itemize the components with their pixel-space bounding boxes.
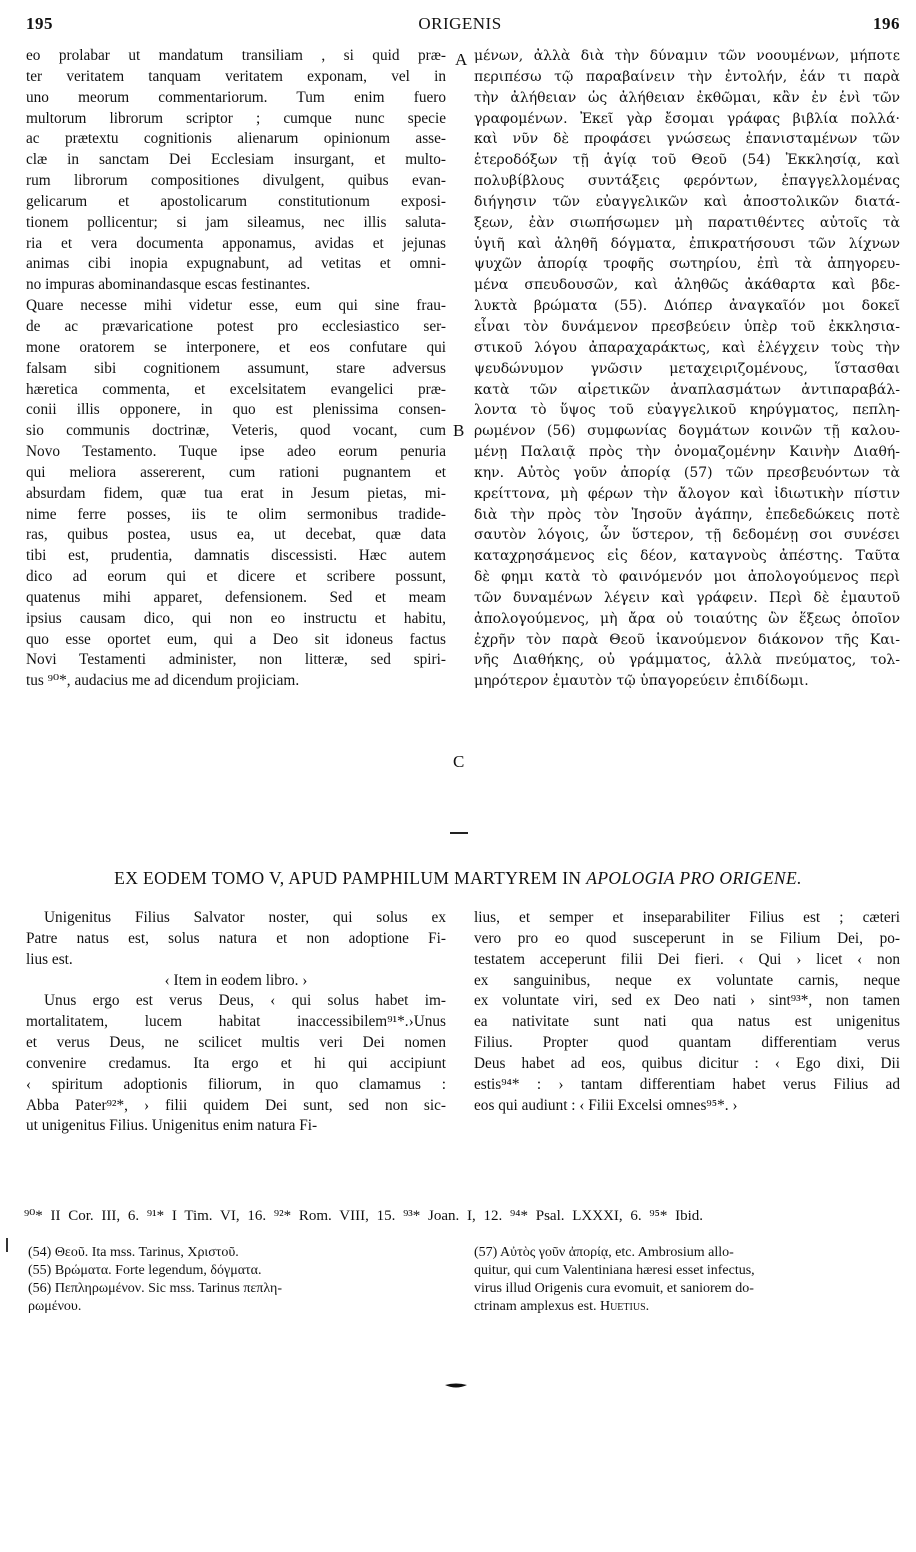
margin-marker-a: A — [455, 50, 468, 69]
margin-marker-c: C — [453, 752, 465, 771]
latin-text-line: mone oratorem se interponere, et eos confutare qui — [26, 338, 446, 356]
greek-text-line: μένα σπευδουσῶν, καὶ ἀληθῶς ἀκάθαρτα καὶ βδε- — [474, 277, 900, 294]
greek-text-line: ξεων, ἐὰν σιωπήσωμεν μὴ παρατιθέντες αὐτοῖς τὰ — [474, 214, 900, 231]
latin-text-line: Novi Testamenti administer, non litteræ, sed spiri- — [26, 651, 446, 669]
greek-text-line: κρείττονα, μὴ φέρων τὴν ἄλογον καὶ ἰδιωτικὴν πίστιν — [474, 485, 900, 502]
latin-text-line: ras, quibus postea, usus ea, ut decebat, quæ data — [26, 526, 446, 544]
latin-text-line: hæretica commenta, et excelsitatem evangelici præ- — [26, 380, 446, 398]
greek-text-line: ἐχρῆν τὸν παρὰ Θεοῦ ἱκανούμενον διάκονον τῆς Και- — [474, 631, 900, 648]
greek-text-line: ἀπολογούμενος, μὴ ἄρα οὐ τοιαύτης ὢν ἕξεως ὁποῖον — [474, 610, 900, 627]
latin-text-line: conii illis opponere, in quo est plenissima consen- — [26, 401, 446, 419]
latin-text-line: convenire credamus. Ita ergo et hi qui accipiunt — [26, 1054, 446, 1072]
editor-notes-left — [28, 1244, 448, 1316]
greek-text-line: ψυχῶν ἀπορίᾳ τροφῆς σωτηρίου, ἐπὶ τὰ ἀπηγορευ- — [474, 256, 900, 273]
greek-text-line: περιπέσω τῷ παραβαίνειν τὴν ἐντολήν, ἐάν τι παρὰ — [474, 68, 900, 85]
editor-note-line — [474, 1298, 900, 1316]
greek-text-line: καταχρησάμενος εἰς δέον, καταγνοὺς ἀπέστης. Ταῦτα — [474, 548, 900, 565]
greek-text-line: εἶναι τὸν δυνάμενον πρεσβεύειν ὑπὲρ τοῦ ἐκκλησια- — [474, 318, 900, 335]
latin-text-line: estis⁹⁴* : › tantam differentiam habet verus Filius ad — [474, 1075, 900, 1093]
latin-text-line: Quare necesse mihi videtur esse, eum qui sine frau- — [26, 297, 446, 315]
section-title-italic: APOLOGIA PRO ORIGENE. — [586, 868, 802, 888]
greek-text-line: λυκτὰ βρώματα (55). Διόπερ ἀναγκαῖόν μοι δοκεῖ — [474, 298, 900, 315]
running-title: ORIGENIS — [418, 14, 502, 33]
latin-text-line: ac prætextu cognitionis alienarum opinionum asse- — [26, 130, 446, 148]
latin-text-line: ria et vera documenta apponamus, avidas et jejunas — [26, 234, 446, 252]
latin-text-line: tus ⁹⁰*, audacius me ad dicendum projiciam. — [26, 672, 300, 690]
greek-text-line: μένων, ἀλλὰ διὰ τὴν δύναμιν τῶν νοουμένων, μήποτε — [474, 48, 900, 64]
latin-text-line: falsam sibi cognitionem assumunt, stare adversus — [26, 359, 446, 377]
latin-text-line: ex sanguinibus, neque ex voluntate carnis, neque — [474, 971, 900, 989]
editor-note-line-text: ctrinam amplexus est. — [474, 1299, 600, 1314]
greek-text-line: διήγησιν τῶν εὐαγγελικῶν καὶ ἀποστολικῶν διατά- — [474, 193, 900, 210]
editor-notes-right — [474, 1244, 900, 1316]
latin-text-line: absurdam fidem, quæ tua erat in Jesum pietas, mi- — [26, 484, 446, 502]
latin-text-line: sio communis doctrinæ, Veteris, quod vocant, cum — [26, 422, 446, 440]
greek-text-line: ψευδώνυμον γνῶσιν μεταχειριζομένους, ἵστασθαι — [474, 360, 900, 377]
editor-note-line: ρωμένου. — [28, 1299, 82, 1314]
latin-text-line: Novo Testamento. Tuque ipse adeo eorum penuria — [26, 443, 446, 461]
latin-column-bottom-left — [26, 908, 446, 1137]
greek-text-line: ὑγιῆ καὶ ἀληθῆ δόγματα, ἐπικρατήσουσι τῶν λίχνων — [474, 235, 900, 252]
latin-text-line: Unigenitus Filius Salvator noster, qui solus ex — [44, 909, 446, 926]
left-page-number: 195 — [26, 14, 53, 33]
latin-text-line: uno meorum commentariorum. Tum enim fuero — [26, 88, 446, 106]
right-page-number: 196 — [873, 14, 900, 33]
latin-text-line: Filius. Propter quod quantam differentiam verus — [474, 1034, 900, 1052]
greek-text-line: λοντα τὸ ὕψος τοῦ εὐαγγελικοῦ κηρύγματος, πεπλη- — [474, 402, 900, 419]
latin-text-line: rum librorum compositiones divulgent, quibus evan- — [26, 172, 446, 190]
latin-text-line: qui meliora assererent, cum rationi pugnantem et — [26, 463, 446, 481]
note-signature: Huetius. — [599, 1299, 650, 1314]
greek-text-line: μηρότερον ἐμαυτὸν τῷ ὑπαγορεύειν ἐπιδίδωμι. — [474, 673, 809, 690]
latin-text-line: lius est. — [26, 950, 73, 968]
latin-column-top — [26, 46, 446, 692]
greek-text-line: ἑτεροδόξων τῇ ἁγίᾳ τοῦ Θεοῦ (54) Ἐκκλησίᾳ, καὶ — [474, 152, 900, 169]
latin-text-line: ‹ Item in eodem libro. › — [164, 971, 308, 989]
editor-note-line: (55) Βρώματα. Forte legendum, δόγματα. — [28, 1263, 262, 1278]
latin-text-line: vero pro eo quod susceperunt in se Filium Dei, po- — [474, 929, 900, 947]
section-title — [20, 868, 896, 889]
greek-text-line: δὲ φημι κατὰ τὸ φαινόμενόν μοι ἀπολογούμενος περὶ — [474, 569, 900, 586]
latin-text-line: dico ad eorum qui et dicere et scribere possunt, — [26, 568, 446, 586]
latin-text-line: lius, et semper et inseparabiliter Filius est ; cæteri — [474, 909, 900, 926]
greek-text-line: σαυτὸν λόγοις, ὧν ὕστερον, τῇ δεδομένῃ σοι συνέσει — [474, 527, 900, 544]
section-divider — [450, 832, 468, 834]
greek-text-line: μένῃ Παλαιᾷ πρὸς τὴν ὀνομαζομένην Καινὴν Διαθή- — [474, 444, 900, 461]
editor-note-line: (57) Αὐτὸς γοῦν ἀπορίᾳ, etc. Ambrosium allo- — [474, 1245, 734, 1260]
latin-text-line: eo prolabar ut mandatum transiliam , si quid præ- — [26, 47, 446, 64]
end-ornament-icon — [444, 1382, 468, 1390]
greek-column-top — [474, 46, 900, 692]
latin-text-line: eos qui audiunt : ‹ Filii Excelsi omnes⁹⁵*. › — [474, 1096, 738, 1114]
greek-text-line: τῶν δυναμένων λέγειν καὶ γράφειν. Περὶ δὲ ἐμαυτοῦ — [474, 589, 900, 606]
latin-text-line: tibi est, prudentia, damnatis discessisti. Hæc autem — [26, 547, 446, 565]
greek-text-line: ρωμένον (56) συμφωνίας δογμάτων κοινῶν τῇ καλου- — [474, 423, 900, 440]
greek-text-line: κην. Αὐτὸς γοῦν ἀπορίᾳ (57) τῶν πρεσβευόντων τὰ — [474, 464, 900, 481]
greek-text-line: καὶ νῦν δὲ προφάσει γνώσεως ἐπανισταμένων τῶν — [474, 131, 900, 148]
editor-note-line: quitur, qui cum Valentiniana hæresi esset infectus, — [474, 1263, 755, 1278]
scripture-references: ⁹⁰* II Cor. III, 6. ⁹¹* I Tim. VI, 16. ⁹²* Rom. VIII, 15. ⁹³* Joan. I, 12. ⁹⁴* Psal. LXXXI, 6. ⁹⁵* Ibid. — [24, 1208, 704, 1224]
latin-text-line: Patre natus est, solus natura et non adoptione Fi- — [26, 929, 446, 947]
latin-text-line: ‹ spiritum adoptionis filiorum, in quo clamamus : — [26, 1075, 446, 1093]
latin-column-bottom-right — [474, 908, 900, 1116]
latin-text-line: no impuras abominandasque escas festinantes. — [26, 276, 311, 294]
latin-text-line: Unus ergo est verus Deus, ‹ qui solus habet im- — [44, 992, 446, 1010]
margin-tick — [6, 1238, 8, 1252]
latin-text-line: gelicarum et apostolicarum constitutionum exposi- — [26, 192, 446, 210]
greek-text-line: νῆς Διαθήκης, οὐ γράμματος, ἀλλὰ πνεύματος, τολ- — [474, 652, 900, 669]
latin-text-line: multorum librorum scriptor ; cumque nunc specie — [26, 109, 446, 127]
latin-text-line: ex voluntate viri, sed ex Deo nati › sint⁹³*, non tamen — [474, 992, 900, 1010]
latin-text-line: mortalitatem, lucem habitat inaccessibilem⁹¹*.›Unus — [26, 1013, 446, 1031]
latin-text-line: et verus Deus, ne scilicet multis veri Dei nomen — [26, 1034, 446, 1052]
greek-text-line: πολυβίβλους συντάξεις φερόντων, ἐπαγγελλομένας — [474, 173, 900, 190]
greek-text-line: κατὰ τῶν αἱρετικῶν ἀναπλασμάτων ἀντιπαραβάλ- — [474, 381, 900, 398]
latin-text-line: testatem acceperunt filii Dei fieri. ‹ Qui › licet ‹ non — [474, 950, 900, 968]
running-head — [20, 14, 900, 38]
latin-text-line: ea nativitate sunt nati qua natus est unigenitus — [474, 1013, 900, 1031]
greek-text-line: στικοῦ λόγου ἀπαραχαράκτως, καὶ ἐλέγχειν τοὺς τὴν — [474, 339, 900, 356]
latin-text-line: nime ferre posses, iis te olim sermonibus tradide- — [26, 505, 446, 523]
latin-text-line: quatenus mihi apparet, defensionem. Sed et meam — [26, 588, 446, 606]
latin-text-line: tionem pollicentur; si jam sileamus, nec illis saluta- — [26, 213, 446, 231]
greek-text-line: διὰ τὴν πρὸς τὸν Ἰησοῦν ἀγάπην, ἐπεδεδώκεις ποτὲ — [474, 506, 900, 523]
latin-text-line: clæ in sanctam Dei Ecclesiam insurgant, et multo- — [26, 151, 446, 169]
latin-text-line: animas cibi inopia expugnabunt, ad vetitas et omni- — [26, 255, 446, 273]
greek-text-line: γραφομένων. Ἐκεῖ γὰρ ἔσομαι γράφας βιβλία πολλά· — [474, 110, 900, 127]
latin-text-line: de ac prævaricatione potest pro ecclesiastico ser- — [26, 317, 446, 335]
greek-text-line: τὴν ἀλήθειαν ὡς ἀλήθειαν ἐκθῶμαι, κἂν ἐν ἑνὶ τῶν — [474, 89, 900, 106]
editor-note-line: (54) Θεοῦ. Ita mss. Tarinus, Χριστοῦ. — [28, 1245, 239, 1260]
latin-text-line: Deus habet ad eos, quibus dicitur : ‹ Ego dixi, Dii — [474, 1054, 900, 1072]
latin-text-line: ipsius causam dico, qui non eo instructu et habitu, — [26, 609, 446, 627]
section-title-main: EX EODEM TOMO V, APUD PAMPHILUM MARTYREM IN — [114, 868, 587, 888]
editor-note-line: (56) Πεπληρωμένον. Sic mss. Tarinus πεπλη- — [28, 1281, 282, 1296]
latin-text-line: ut unigenitus Filius. Unigenitus enim natura Fi- — [26, 1117, 318, 1135]
latin-text-line: quo esse oportet eum, qui a Deo sit idoneus factus — [26, 630, 446, 648]
latin-text-line: ter veritatem tanquam veritatem exponam, vel in — [26, 67, 446, 85]
editor-note-line: virus illud Origenis cura evomuit, et saniorem do- — [474, 1281, 754, 1296]
margin-marker-b: B — [453, 421, 465, 440]
latin-text-line: Abba Pater⁹²*, › filii quidem Dei sunt, sed non sic- — [26, 1096, 446, 1114]
